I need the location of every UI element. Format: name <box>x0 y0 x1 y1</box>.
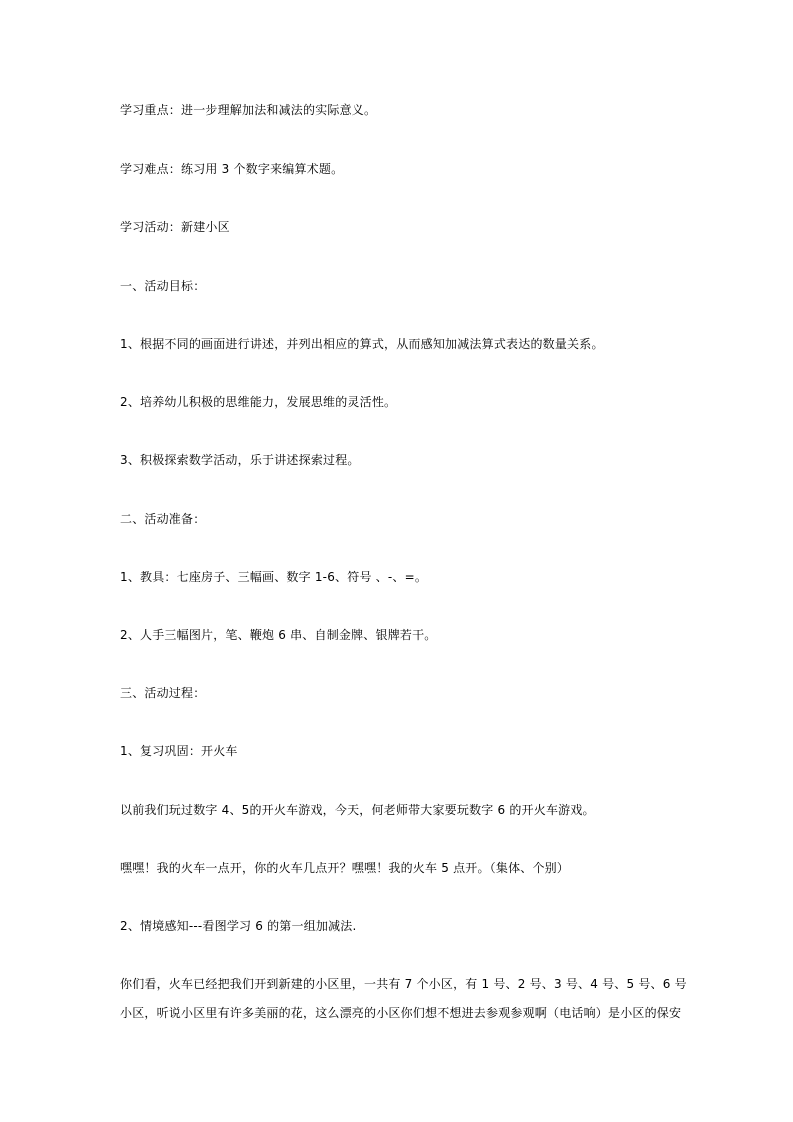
process-paragraph-3-line-1: 你们看，火车已经把我们开到新建的小区里，一共有 7 个小区，有 1 号、2 号、3 号、4 号、5 号、6 号 <box>120 977 687 991</box>
process-paragraph-3-line-2: 小区，听说小区里有许多美丽的花，这么漂亮的小区你们想不想进去参观参观啊（电话响）是小区的保安 <box>120 1006 682 1020</box>
section-heading-goals: 一、活动目标： <box>120 279 206 293</box>
study-activity-line: 学习活动：新建小区 <box>120 220 230 234</box>
process-step-1: 1、复习巩固：开火车 <box>120 744 238 758</box>
process-paragraph-1: 以前我们玩过数字 4、5的开火车游戏，今天，何老师带大家要玩数字 6 的开火车游戏。 <box>120 803 595 817</box>
process-step-2: 2、情境感知---看图学习 6 的第一组加减法. <box>120 919 357 933</box>
goal-item-2: 2、培养幼儿积极的思维能力，发展思维的灵活性。 <box>120 395 397 409</box>
study-focus-line: 学习重点：进一步理解加法和减法的实际意义。 <box>120 103 377 117</box>
goal-item-3: 3、积极探索数学活动，乐于讲述探索过程。 <box>120 453 360 467</box>
preparation-item-1: 1、教具：七座房子、三幅画、数字 1-6、符号 、-、=。 <box>120 570 428 584</box>
goal-item-1: 1、根据不同的画面进行讲述，并列出相应的算式，从而感知加减法算式表达的数量关系。 <box>120 337 604 351</box>
section-heading-preparation: 二、活动准备： <box>120 512 206 526</box>
preparation-item-2: 2、人手三幅图片，笔、鞭炮 6 串、自制金牌、银牌若干。 <box>120 628 437 642</box>
study-difficulty-line: 学习难点：练习用 3 个数字来编算术题。 <box>120 162 344 176</box>
process-paragraph-2: 嘿嘿！我的火车一点开，你的火车几点开？嘿嘿！我的火车 5 点开。（集体、个别） <box>120 861 570 875</box>
section-heading-process: 三、活动过程： <box>120 686 206 700</box>
